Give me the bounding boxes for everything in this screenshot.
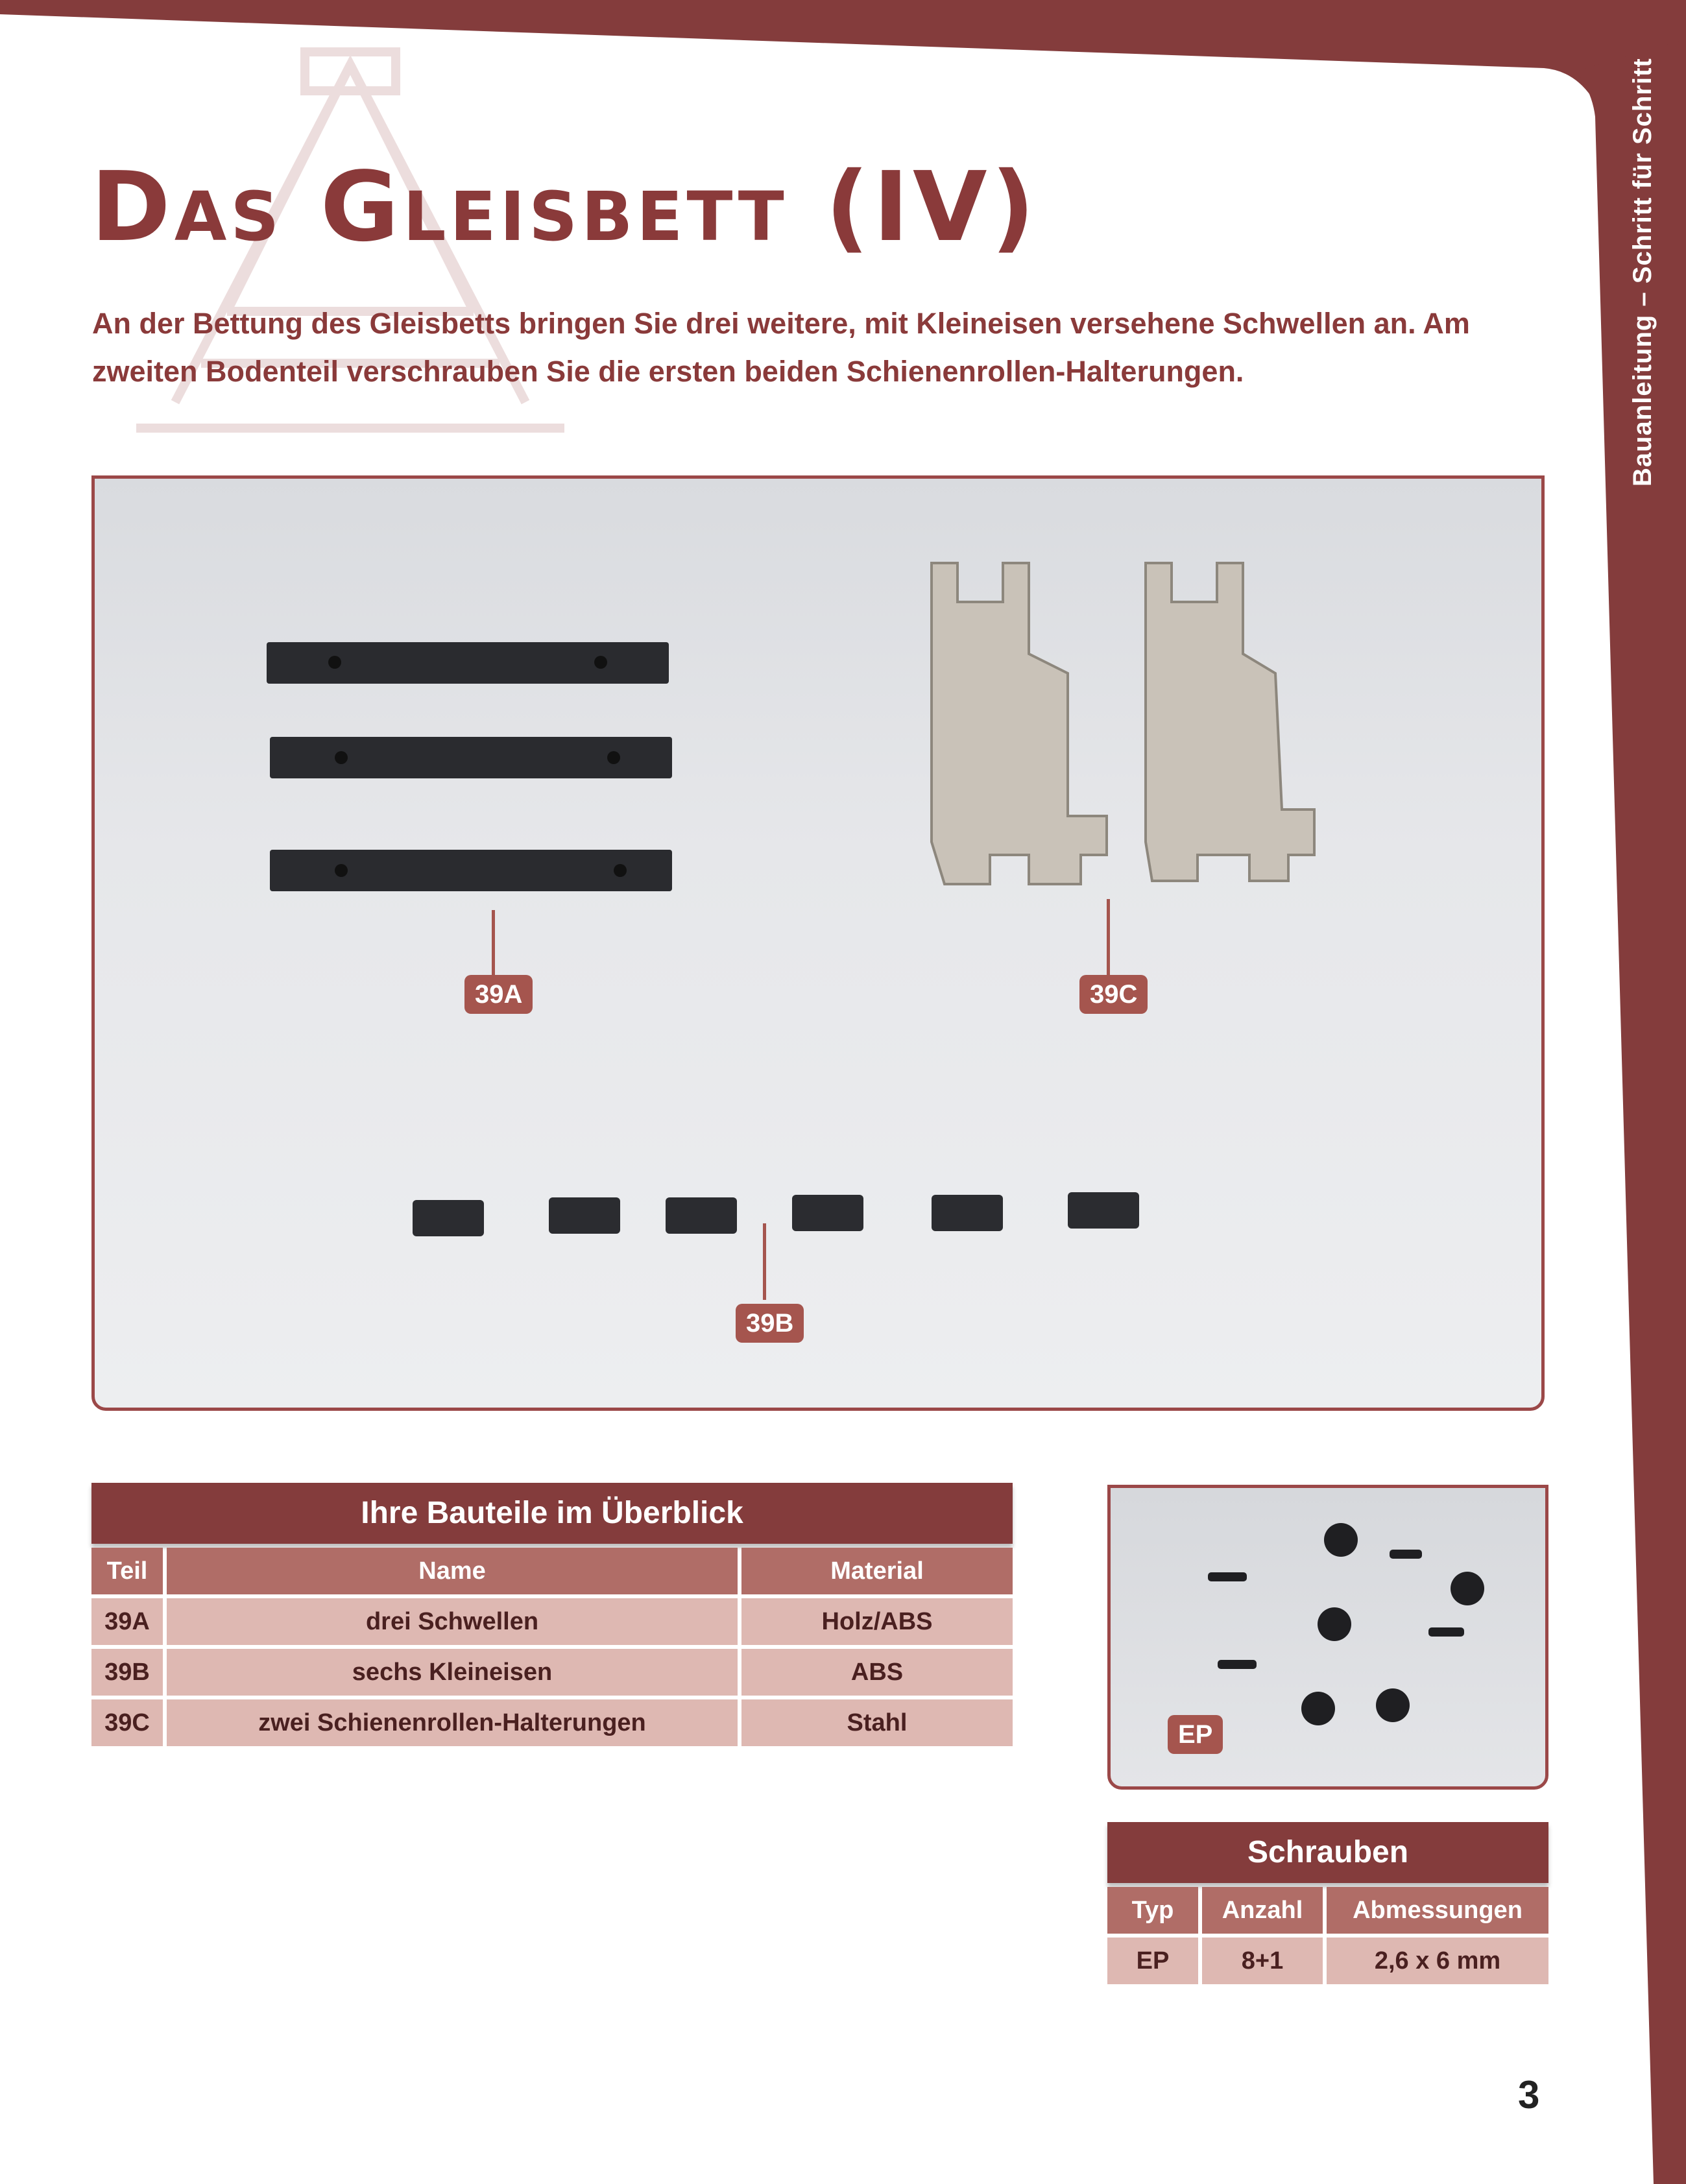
table-row (91, 1699, 1013, 1746)
page-number: 3 (1518, 2073, 1540, 2117)
table-cell: EP (1107, 1938, 1198, 1984)
table-row (91, 1649, 1013, 1696)
header-cell: Abmessungen (1327, 1887, 1548, 1934)
table-cell: 8+1 (1202, 1938, 1323, 1984)
intro-text: An der Bettung des Gleisbetts bringen Sie drei weitere, mit Kleineisen versehene Schwellen an. Am zweiten Bodenteil verschrauben Sie die ersten beiden Schienenrollen-Halterungen. (92, 307, 1470, 388)
side-section-label: Bauanleitung – Schritt für Schritt (1628, 58, 1657, 486)
table-cell: 39B (91, 1649, 163, 1696)
header-cell: Typ (1107, 1887, 1198, 1934)
table-cell: 39A (91, 1598, 163, 1645)
screws-photo (1107, 1485, 1548, 1790)
header-cell: Teil (91, 1548, 163, 1594)
screws-table-title: Schrauben (1107, 1822, 1548, 1883)
table-cell: 2,6 x 6 mm (1327, 1938, 1548, 1984)
table-cell: ABS (741, 1649, 1013, 1696)
part-label-39a: 39A (464, 975, 533, 1014)
screws-table-header-row (1107, 1887, 1548, 1934)
table-cell: Stahl (741, 1699, 1013, 1746)
part-label-39c: 39C (1079, 975, 1148, 1014)
label-leader-39a (492, 910, 495, 975)
header-cell: Material (741, 1548, 1013, 1594)
small-clip-group (413, 1192, 1139, 1236)
sleeper-group (267, 642, 672, 891)
parts-illustration (95, 479, 1541, 1408)
screws-table (1107, 1822, 1548, 1984)
parts-table-title: Ihre Bauteile im Überblick (91, 1483, 1013, 1544)
parts-table-header-row (91, 1548, 1013, 1594)
header-cell: Name (167, 1548, 738, 1594)
page-title: Das Gleisbett (IV) (91, 151, 1039, 263)
table-cell: drei Schwellen (167, 1598, 738, 1645)
side-band (1556, 0, 1686, 2184)
parts-overview-table (91, 1483, 1013, 1746)
table-cell: Holz/ABS (741, 1598, 1013, 1645)
table-row (91, 1598, 1013, 1645)
parts-photo (91, 475, 1545, 1411)
bracket-group (932, 563, 1314, 884)
table-cell: sechs Kleineisen (167, 1649, 738, 1696)
label-leader-39b (763, 1223, 766, 1300)
screw-label-ep: EP (1168, 1715, 1223, 1754)
table-cell: 39C (91, 1699, 163, 1746)
part-label-39b: 39B (736, 1304, 804, 1343)
label-leader-39c (1107, 899, 1110, 976)
header-cell: Anzahl (1202, 1887, 1323, 1934)
table-cell: zwei Schienenrollen-Halterungen (167, 1699, 738, 1746)
table-row (1107, 1938, 1548, 1984)
